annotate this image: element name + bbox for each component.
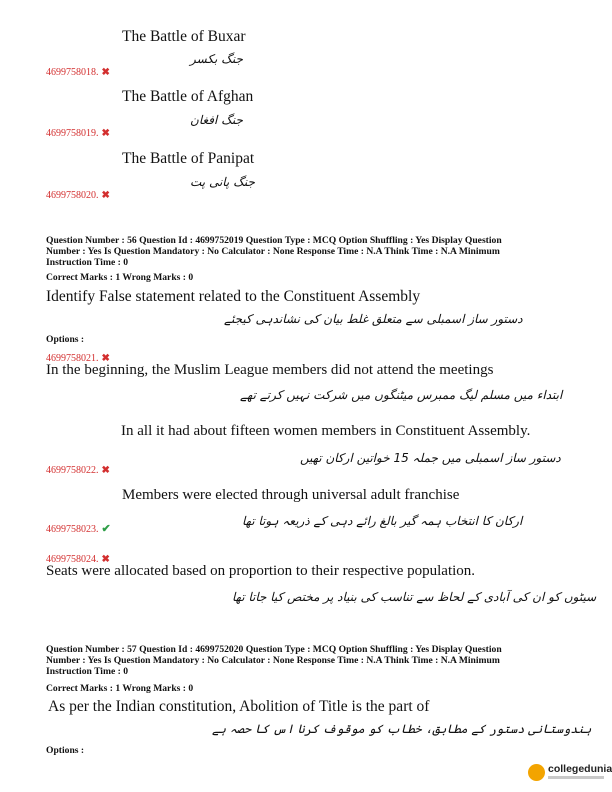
option-text-en: The Battle of Panipat: [122, 150, 255, 167]
collegedunia-logo: [528, 762, 612, 786]
option-text-ur: دستور ساز اسمبلی میں جملہ 15 خواتین ارکان تھیں: [300, 451, 561, 465]
option-id: 4699758019.: [46, 128, 99, 139]
options-label: Options :: [46, 334, 85, 345]
option-text-en: In all it had about fifteen women members in Constituent Assembly.: [121, 423, 531, 439]
option-id: 4699758024.: [46, 554, 99, 565]
option-text-en: Members were elected through universal adult franchise: [122, 487, 460, 503]
option-text-en: Seats were allocated based on proportion to their respective population.: [46, 563, 476, 579]
question-text-ur: ہندوستانی دستور کے مطابق، خطاب کو موقوف کرنا اس کا حصہ ہے: [212, 722, 592, 736]
owl-logo-icon: [528, 764, 545, 781]
question-text-ur: دستور ساز اسمبلی سے متعلق غلط بیان کی نشاندہی کیجئے: [224, 312, 523, 326]
option-text-ur: ابتداء میں مسلم لیگ ممبرس میٹنگوں میں شرکت نہیں کرتے تھے: [240, 388, 563, 402]
question-meta-line: Question Number : 57 Question Id : 4699752020 Question Type : MCQ Option Shuffling : Yes Display Question: [46, 644, 502, 655]
option-text-ur: جنگ پانی پت: [190, 175, 255, 189]
option-text-en: The Battle of Buxar: [122, 28, 246, 45]
option-id: 4699758022.: [46, 465, 99, 476]
options-label: Options :: [46, 745, 85, 756]
wrong-mark-icon: ✖: [101, 67, 110, 78]
option-id-row: [46, 123, 110, 141]
question-text-en: Identify False statement related to the Constituent Assembly: [46, 288, 421, 305]
option-text-en: The Battle of Afghan: [122, 88, 254, 105]
option-id-row: [46, 519, 111, 537]
option-id: 4699758020.: [46, 190, 99, 201]
question-meta-line: Number : Yes Is Question Mandatory : No Calculator : None Response Time : N.A Think Time : N.A Minimum: [46, 655, 500, 666]
option-text-ur: جنگ افغان: [190, 113, 243, 127]
option-id: 4699758021.: [46, 353, 99, 364]
option-id-row: [46, 185, 110, 203]
question-marks: Correct Marks : 1 Wrong Marks : 0: [46, 272, 194, 283]
wrong-mark-icon: ✖: [101, 353, 110, 364]
logo-tagline-bar: [548, 776, 604, 779]
option-id-row: [46, 62, 110, 80]
option-text-en: In the beginning, the Muslim League members did not attend the meetings: [46, 362, 494, 378]
wrong-mark-icon: ✖: [101, 554, 110, 565]
question-meta-line: Instruction Time : 0: [46, 257, 128, 268]
wrong-mark-icon: ✖: [101, 128, 110, 139]
question-text-en: As per the Indian constitution, Abolition of Title is the part of: [48, 698, 430, 715]
wrong-mark-icon: ✖: [101, 465, 110, 476]
question-meta-line: Instruction Time : 0: [46, 666, 128, 677]
option-text-ur: ارکان کا انتخاب ہمہ گیر بالغ رائے دہی کے ذریعہ ہوتا تھا: [242, 514, 523, 528]
wrong-mark-icon: ✖: [101, 190, 110, 201]
option-id: 4699758018.: [46, 67, 99, 78]
correct-mark-icon: ✔: [101, 523, 111, 535]
question-meta-line: Question Number : 56 Question Id : 4699752019 Question Type : MCQ Option Shuffling : Yes Display Question: [46, 235, 502, 246]
question-marks: Correct Marks : 1 Wrong Marks : 0: [46, 683, 194, 694]
option-id-row: [46, 460, 110, 478]
option-text-ur: جنگ بکسر: [190, 52, 243, 66]
option-id: 4699758023.: [46, 524, 99, 535]
question-meta-line: Number : Yes Is Question Mandatory : No Calculator : None Response Time : N.A Think Time : N.A Minimum: [46, 246, 500, 257]
logo-text: collegedunia: [548, 763, 612, 775]
option-text-ur: سیٹوں کو ان کی آبادی کے لحاظ سے تناسب کی بنیاد پر مختص کیا جاتا تھا: [232, 590, 597, 604]
